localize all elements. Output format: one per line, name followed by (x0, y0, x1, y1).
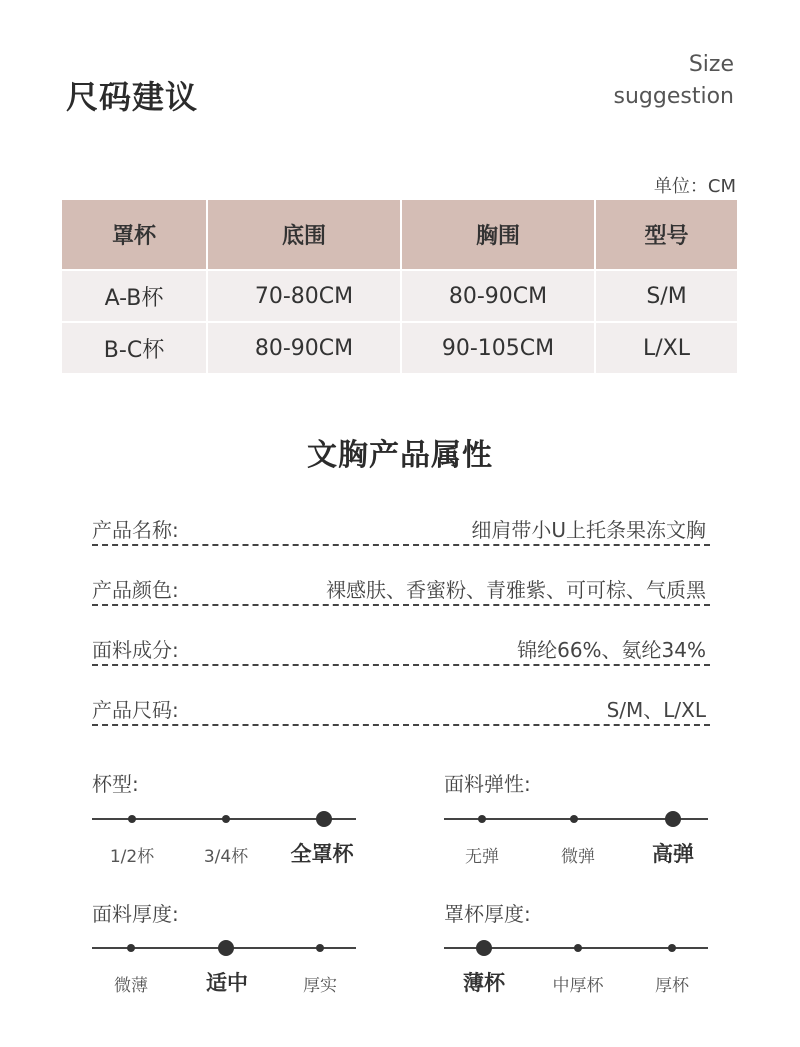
subtitle-suggestion: suggestion (613, 84, 734, 109)
attr-row-product-color (92, 574, 710, 606)
attr-value: 细肩带小U上托条果冻文胸 (471, 518, 706, 542)
attr-row-product-name (92, 514, 710, 546)
scale-option-selected: 适中 (206, 971, 248, 995)
scale-dot-selected (665, 811, 681, 827)
attr-value: S/M、L/XL (606, 698, 706, 722)
header-bust: 胸围 (401, 200, 595, 270)
scale-label-cup-type: 杯型: (92, 772, 139, 796)
unit-label: 单位：CM (653, 176, 736, 197)
table-cell: 90-105CM (401, 322, 595, 373)
scale-dot-selected (476, 940, 492, 956)
scale-dot (668, 944, 676, 952)
scale-label-fabric-thickness: 面料厚度: (92, 902, 179, 926)
subtitle-size: Size (688, 52, 734, 77)
header-cup: 罩杯 (62, 200, 207, 270)
scale-dot (222, 815, 230, 823)
scale-dot-selected (218, 940, 234, 956)
scale-dot (316, 944, 324, 952)
scale-option: 1/2杯 (109, 847, 155, 867)
scale-dot-selected (316, 811, 332, 827)
scale-option: 中厚杯 (552, 976, 604, 996)
scale-option: 3/4杯 (203, 847, 249, 867)
scale-option: 无弹 (465, 847, 499, 867)
table-row (62, 322, 737, 373)
scale-option: 厚杯 (655, 976, 689, 996)
scale-option: 微弹 (561, 847, 595, 867)
attr-label: 产品颜色: (92, 578, 179, 602)
attr-label: 产品名称: (92, 518, 179, 542)
table-cell: 80-90CM (207, 322, 401, 373)
attr-value: 裸感肤、香蜜粉、青雅紫、可可棕、气质黑 (326, 578, 706, 602)
size-table (62, 200, 737, 373)
attr-row-fabric (92, 634, 710, 666)
table-cell: 80-90CM (401, 270, 595, 322)
size-table-header-row (62, 200, 737, 270)
attr-value: 锦纶66%、氨纶34% (517, 638, 706, 662)
scale-label-elasticity: 面料弹性: (444, 772, 531, 796)
scale-option: 厚实 (303, 976, 337, 996)
attr-row-size (92, 694, 710, 726)
attr-label: 产品尺码: (92, 698, 179, 722)
scale-dot (128, 815, 136, 823)
scale-dot (127, 944, 135, 952)
header-size: 型号 (595, 200, 737, 270)
scale-dot (574, 944, 582, 952)
table-row (62, 270, 737, 322)
scale-option: 微薄 (114, 976, 148, 996)
scale-option-selected: 全罩杯 (290, 842, 354, 866)
scale-dot (478, 815, 486, 823)
table-cell: 70-80CM (207, 270, 401, 322)
header-underbust: 底围 (207, 200, 401, 270)
table-cell: A-B杯 (62, 270, 207, 322)
scale-label-cup-thickness: 罩杯厚度: (444, 902, 531, 926)
scale-option-selected: 薄杯 (463, 971, 505, 995)
scale-dot (570, 815, 578, 823)
table-cell: S/M (595, 270, 737, 322)
attr-label: 面料成分: (92, 638, 179, 662)
table-cell: B-C杯 (62, 322, 207, 373)
section-title: 文胸产品属性 (307, 438, 493, 473)
page-title: 尺码建议 (66, 78, 199, 116)
table-cell: L/XL (595, 322, 737, 373)
scale-option-selected: 高弹 (652, 842, 694, 866)
